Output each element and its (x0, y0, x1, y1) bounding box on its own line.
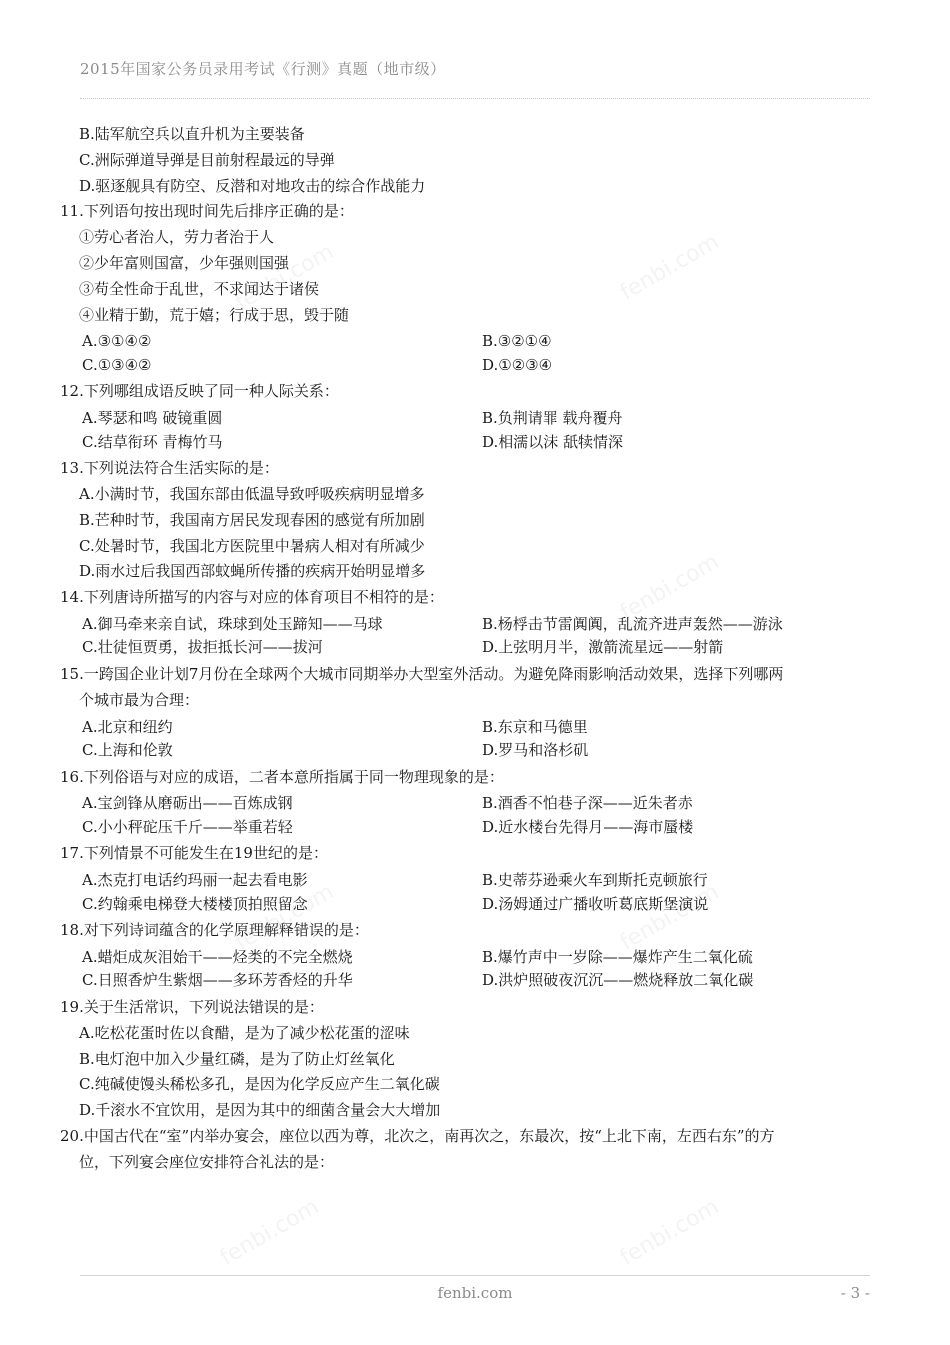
option-a: A.小满时节，我国东部由低温导致呼吸疾病明显增多 (79, 484, 425, 503)
question-16-options (60, 792, 875, 839)
option-c: C.日照香炉生紫烟——多环芳香烃的升华 (82, 971, 353, 990)
option-c: C.小小秤砣压千斤——举重若轻 (82, 817, 293, 836)
option-a: A.蜡炬成灰泪始干——烃类的不完全燃烧 (82, 947, 353, 966)
question-15-stem-continued: 个城市最为合理： (79, 690, 200, 709)
question-11-options (60, 330, 875, 377)
option-c: C.纯碱使馒头稀松多孔，是因为化学反应产生二氧化碳 (79, 1075, 440, 1094)
option-b: B.③②①④ (482, 332, 552, 351)
question-15-stem: 15.一跨国企业计划7月份在全球两个大城市同期举办大型室外活动。为避免降雨影响活动效果，选择下列哪两 (60, 664, 784, 683)
option-a: A.③①④② (82, 332, 152, 351)
question-17-stem: 17.下列情景不可能发生在19世纪的是： (60, 844, 328, 863)
question-11-stem: 11.下列语句按出现时间先后排序正确的是： (60, 202, 354, 221)
question-12-stem: 12.下列哪组成语反映了同一种人际关系： (60, 382, 339, 401)
question-18-options (60, 946, 875, 993)
option-d: D.洪炉照破夜沉沉——燃烧释放二氧化碳 (482, 971, 754, 990)
option-a: A.杰克打电话约玛丽一起去看电影 (82, 871, 308, 890)
question-20-stem: 20.中国古代在“室”内举办宴会，座位以西为尊，北次之，南再次之，东最次，按“上北下南，左西右东”的方 (60, 1126, 775, 1145)
option-c: C.约翰乘电梯登大楼楼顶拍照留念 (82, 894, 308, 913)
prev-option-c: C.洲际弹道导弹是目前射程最远的导弹 (79, 150, 335, 169)
option-c: C.壮徒恒贾勇，拔拒抵长河——拔河 (82, 638, 323, 657)
question-18-stem: 18.对下列诗词蕴含的化学原理解释错误的是： (60, 921, 369, 940)
question-13-stem: 13.下列说法符合生活实际的是： (60, 459, 279, 478)
header-divider (80, 98, 870, 99)
option-d: D.罗马和洛杉矶 (482, 741, 589, 760)
option-a: A.北京和纽约 (82, 717, 173, 736)
question-20-stem-continued: 位，下列宴会座位安排符合礼法的是： (79, 1152, 335, 1171)
page-number: - 3 - (840, 1284, 870, 1302)
option-a: A.宝剑锋从磨砺出——百炼成钢 (82, 794, 293, 813)
option-c: C.结草衔环 青梅竹马 (82, 432, 223, 451)
question-17-options (60, 869, 875, 916)
option-b: B.电灯泡中加入少量红磷，是为了防止灯丝氧化 (79, 1049, 395, 1068)
option-b: B.杨桴击节雷阗阗，乱流齐进声轰然——游泳 (482, 614, 783, 633)
option-d: D.汤姆通过广播收听葛底斯堡演说 (482, 894, 709, 913)
option-a: A.琴瑟和鸣 破镜重圆 (82, 409, 223, 428)
option-b: B.芒种时节，我国南方居民发现春困的感觉有所加剧 (79, 510, 425, 529)
option-a: A.吃松花蛋时佐以食醋，是为了减少松花蛋的涩味 (79, 1023, 410, 1042)
option-d: D.近水楼台先得月——海市蜃楼 (482, 817, 694, 836)
option-b: B.史蒂芬逊乘火车到斯托克顿旅行 (482, 871, 708, 890)
option-b: B.负荆请罪 载舟覆舟 (482, 409, 623, 428)
option-b: B.爆竹声中一岁除——爆炸产生二氧化硫 (482, 947, 753, 966)
question-19-stem: 19.关于生活常识，下列说法错误的是： (60, 997, 324, 1016)
question-content (60, 122, 875, 1176)
question-11-item: ④业精于勤，荒于嬉；行成于思，毁于随 (79, 305, 350, 324)
option-d: D.相濡以沫 舐犊情深 (482, 432, 624, 451)
option-d: D.上弦明月半，激箭流星远——射箭 (482, 638, 724, 657)
option-d: D.雨水过后我国西部蚊蝇所传播的疾病开始明显增多 (79, 562, 426, 581)
watermark (216, 1194, 323, 1270)
question-12-options (60, 407, 875, 454)
option-c: C.处暑时节，我国北方医院里中暑病人相对有所减少 (79, 536, 425, 555)
option-d: D.千滚水不宜饮用，是因为其中的细菌含量会大大增加 (79, 1101, 441, 1120)
option-b: B.东京和马德里 (482, 717, 588, 736)
option-c: C.①③④② (82, 355, 152, 374)
question-14-stem: 14.下列唐诗所描写的内容与对应的体育项目不相符的是： (60, 588, 444, 607)
question-16-stem: 16.下列俗语与对应的成语，二者本意所指属于同一物理现象的是： (60, 767, 504, 786)
footer-site: fenbi.com (437, 1284, 513, 1302)
prev-option-b: B.陆军航空兵以直升机为主要装备 (79, 125, 305, 143)
watermark (616, 1194, 723, 1270)
option-d: D.①②③④ (482, 355, 553, 374)
question-11-item: ①劳心者治人，劳力者治于人 (79, 228, 275, 247)
footer-divider (80, 1275, 870, 1276)
question-14-options (60, 613, 875, 660)
option-a: A.御马牵来亲自试，珠球到处玉蹄知——马球 (82, 614, 383, 633)
page-header-title: 2015年国家公务员录用考试《行测》真题（地市级） (80, 60, 446, 78)
question-11-item: ②少年富则国富，少年强则国强 (79, 253, 290, 272)
question-15-options (60, 716, 875, 763)
option-b: B.酒香不怕巷子深——近朱者赤 (482, 794, 693, 813)
option-c: C.上海和伦敦 (82, 741, 173, 760)
question-11-item: ③苟全性命于乱世，不求闻达于诸侯 (79, 279, 320, 298)
prev-option-d: D.驱逐舰具有防空、反潜和对地攻击的综合作战能力 (79, 176, 426, 195)
